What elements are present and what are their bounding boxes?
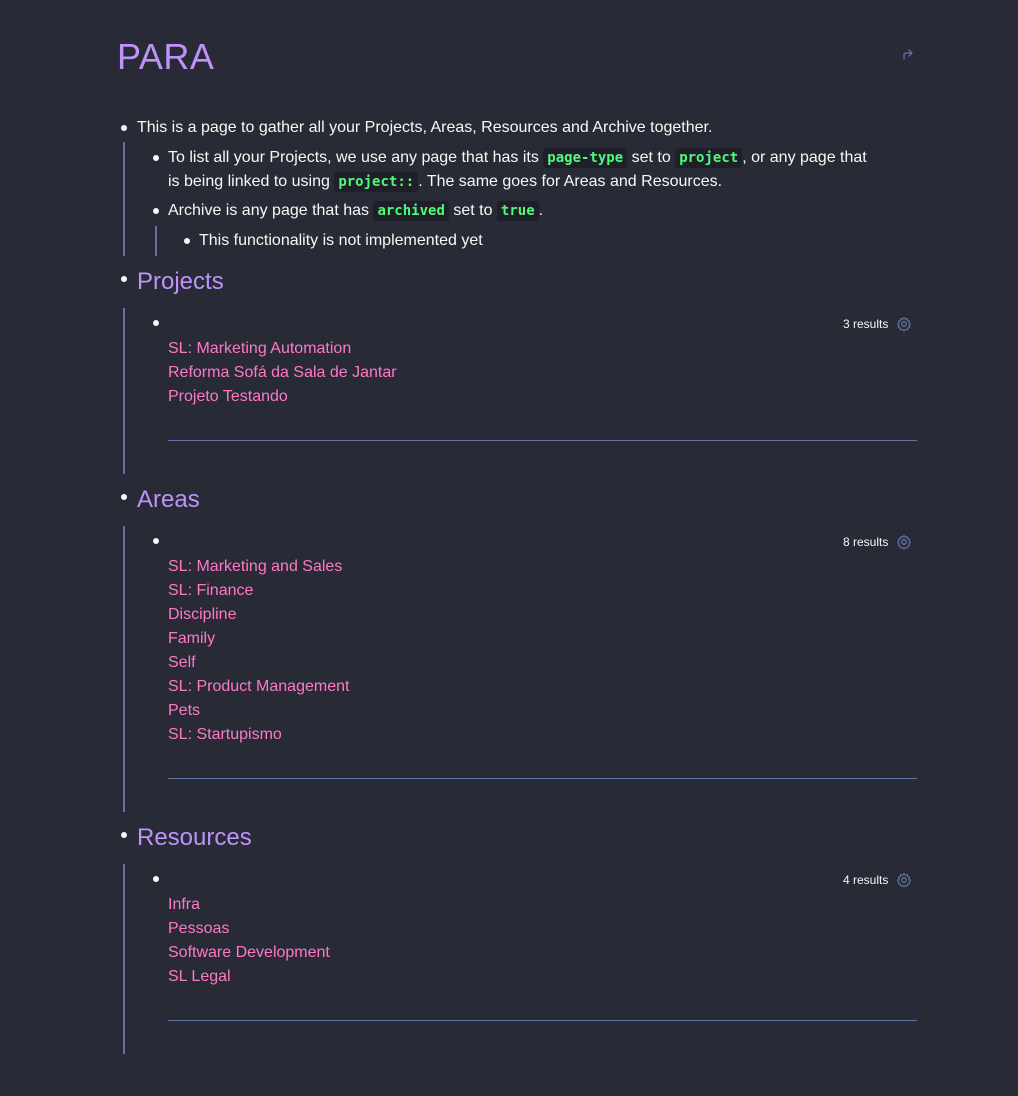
result-link[interactable]: Pets [168,702,201,719]
gear-icon[interactable] [896,316,912,332]
intro-line[interactable]: This is a page to gather all your Projects, Areas, Resources and Archive together. [137,119,713,136]
gear-icon[interactable] [896,872,912,888]
intro-detail-line-cont[interactable]: is being linked to using project:: . The same goes for Areas and Resources. [168,173,723,190]
result-link[interactable]: Family [168,630,216,647]
result-link[interactable]: Discipline [168,606,237,623]
result-link[interactable]: SL: Marketing and Sales [168,558,343,575]
archive-line[interactable]: Archive is any page that has archived set to true . [168,202,544,219]
bullet[interactable] [121,125,127,131]
result-link[interactable]: Pessoas [168,920,230,937]
results-divider [168,440,917,441]
result-link[interactable]: Infra [168,896,201,913]
results-count: 3 results [843,317,889,331]
bullet[interactable] [121,494,127,500]
results-divider [168,1020,917,1021]
page-title[interactable]: PARA [117,36,215,77]
bullet[interactable] [184,238,190,244]
projects-heading[interactable]: Projects [137,268,224,295]
result-link[interactable]: Reforma Sofá da Sala de Jantar [168,364,397,381]
results-divider [168,778,917,779]
indent-guide [123,864,125,1054]
bullet[interactable] [153,208,159,214]
result-link[interactable]: SL: Startupismo [168,726,282,743]
result-link[interactable]: Self [168,654,196,671]
bullet[interactable] [121,276,127,282]
results-count: 8 results [843,535,889,549]
indent-guide [155,226,157,256]
inline-code: page-type [543,148,627,168]
inline-code: true [497,201,539,221]
result-link[interactable]: Projeto Testando [168,388,288,405]
not-implemented-note[interactable]: This functionality is not implemented yet [199,232,483,249]
result-link[interactable]: SL: Product Management [168,678,350,695]
result-link[interactable]: SL: Finance [168,582,254,599]
bullet[interactable] [153,538,159,544]
bullet[interactable] [153,155,159,161]
share-icon[interactable] [901,48,915,62]
bullet[interactable] [153,876,159,882]
gear-icon[interactable] [896,534,912,550]
inline-code: project:: [334,172,418,192]
result-link[interactable]: SL: Marketing Automation [168,340,352,357]
indent-guide [123,142,125,256]
intro-detail-line[interactable]: To list all your Projects, we use any page that has its page-type set to project , or any page that [168,149,867,166]
result-link[interactable]: Software Development [168,944,330,961]
indent-guide [123,308,125,474]
bullet[interactable] [153,320,159,326]
areas-heading[interactable]: Areas [137,486,200,513]
bullet[interactable] [121,832,127,838]
resources-heading[interactable]: Resources [137,824,252,851]
indent-guide [123,526,125,812]
results-count: 4 results [843,873,889,887]
inline-code: project [675,148,742,168]
inline-code: archived [373,201,448,221]
result-link[interactable]: SL Legal [168,968,231,985]
